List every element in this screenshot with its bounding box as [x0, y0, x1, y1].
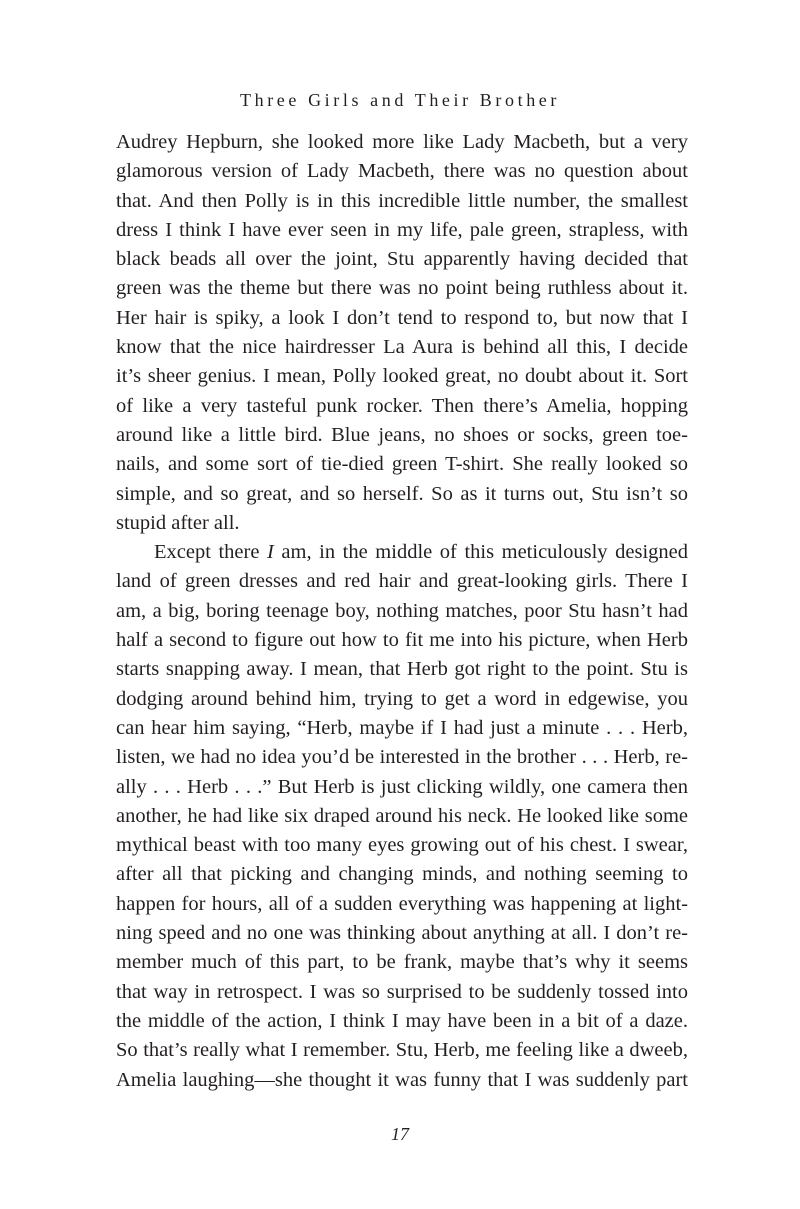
emphasized-word: I	[267, 541, 274, 564]
text-line: nails, and some sort of tie-died green T-shirt. She really looked so	[116, 453, 688, 476]
page-number: 17	[391, 1124, 409, 1144]
text-line: know that the nice hairdresser La Aura is behind all this, I decide	[116, 336, 688, 359]
text-line: happen for hours, all of a sudden everything was happening at light-	[116, 892, 688, 915]
paragraph-2	[116, 538, 688, 1095]
text-line: stupid after all.	[116, 511, 240, 534]
text-line: member much of this part, to be frank, maybe that’s why it seems	[116, 951, 688, 974]
text-line: land of green dresses and red hair and great-looking girls. There I	[116, 570, 688, 593]
text-line: dodging around behind him, trying to get a word in edgewise, you	[116, 687, 688, 710]
body-text	[116, 128, 688, 1095]
text-line: Amelia laughing—she thought it was funny that I was suddenly part	[116, 1068, 688, 1091]
text-line: that way in retrospect. I was so surprised to be suddenly tossed into	[116, 980, 688, 1003]
text-line: the middle of the action, I think I may have been in a bit of a daze.	[116, 1009, 688, 1032]
text-line: mythical beast with too many eyes growing out of his chest. I swear,	[116, 834, 688, 857]
text-line: Audrey Hepburn, she looked more like Lady Macbeth, but a very	[116, 131, 688, 153]
text-line: that. And then Polly is in this incredible little number, the smallest	[116, 189, 688, 212]
text-line: half a second to figure out how to fit me into his picture, when Herb	[116, 629, 688, 652]
running-head: Three Girls and Their Brother	[240, 90, 560, 110]
text-line: listen, we had no idea you’d be interested in the brother . . . Herb, re-	[116, 746, 688, 769]
text-line: around like a little bird. Blue jeans, no shoes or socks, green toe-	[116, 423, 688, 446]
text-line: can hear him saying, “Herb, maybe if I had just a minute . . . Herb,	[116, 716, 688, 739]
text-line: glamorous version of Lady Macbeth, there was no question about	[116, 160, 688, 183]
text-line: ning speed and no one was thinking about anything at all. I don’t re-	[116, 922, 688, 945]
text-line: green was the theme but there was no point being ruthless about it.	[116, 277, 688, 300]
text-line	[116, 538, 688, 567]
text-line: starts snapping away. I mean, that Herb got right to the point. Stu is	[116, 658, 688, 681]
text-line: simple, and so great, and so herself. So as it turns out, Stu isn’t so	[116, 482, 688, 505]
text-line: am, a big, boring teenage boy, nothing matches, poor Stu hasn’t had	[116, 599, 688, 622]
text-segment: am, in the middle of this meticulously designed	[273, 541, 688, 564]
text-line: ally . . . Herb . . .” But Herb is just clicking wildly, one camera then	[116, 775, 688, 798]
text-line: So that’s really what I remember. Stu, Herb, me feeling like a dweeb,	[116, 1039, 688, 1062]
text-segment: Except there	[154, 541, 268, 564]
paragraph-1	[116, 128, 688, 538]
text-line: of like a very tasteful punk rocker. Then there’s Amelia, hopping	[116, 394, 688, 417]
text-line: black beads all over the joint, Stu apparently having decided that	[116, 248, 688, 271]
text-line: Her hair is spiky, a look I don’t tend to respond to, but now that I	[116, 306, 688, 329]
text-line: after all that picking and changing minds, and nothing seeming to	[116, 863, 688, 886]
text-line: it’s sheer genius. I mean, Polly looked great, no doubt about it. Sort	[116, 365, 688, 388]
text-line: another, he had like six draped around his neck. He looked like some	[116, 804, 688, 827]
text-line: dress I think I have ever seen in my life, pale green, strapless, with	[116, 218, 688, 241]
